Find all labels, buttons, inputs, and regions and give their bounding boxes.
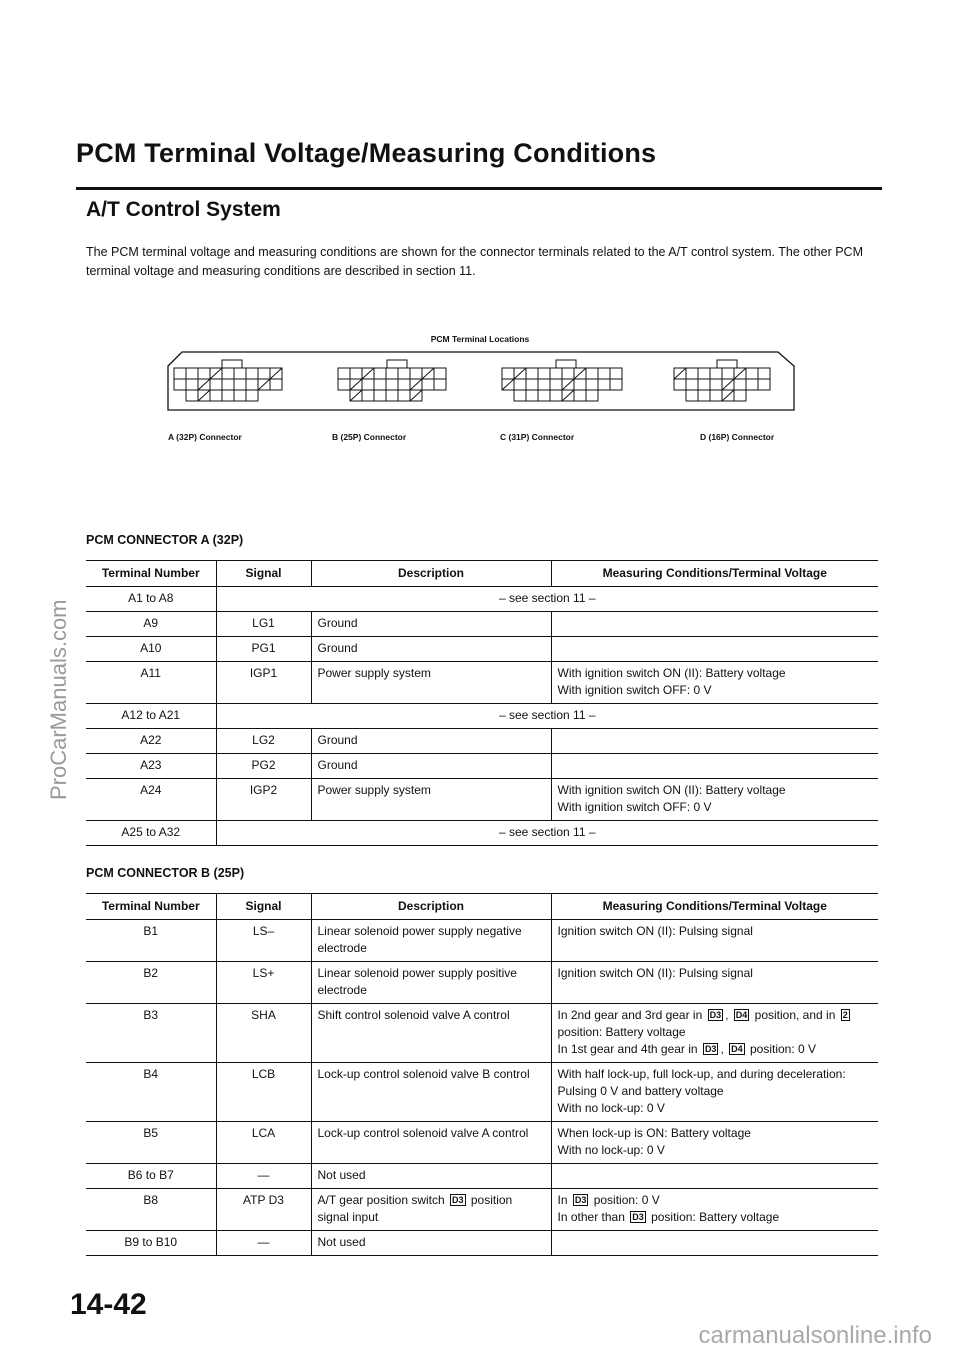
connector-pin bbox=[234, 379, 246, 390]
connector-pin bbox=[186, 379, 198, 390]
signal-cell: LCB bbox=[216, 1063, 311, 1122]
connector-pin bbox=[246, 379, 258, 390]
col-header-description: Description bbox=[311, 894, 551, 920]
page-number: 14-42 bbox=[70, 1288, 147, 1321]
connector-pin bbox=[434, 368, 446, 379]
signal-cell: IGP1 bbox=[216, 662, 311, 704]
signal-cell: ATP D3 bbox=[216, 1189, 311, 1231]
see-section-cell: – see section 11 – bbox=[216, 587, 878, 612]
connector-pin bbox=[598, 379, 610, 390]
connector-pin bbox=[526, 379, 538, 390]
connector-pin bbox=[686, 379, 698, 390]
connector-pin bbox=[398, 379, 410, 390]
col-header-conditions: Measuring Conditions/Terminal Voltage bbox=[551, 894, 878, 920]
connector-pin bbox=[386, 368, 398, 379]
description-cell: Ground bbox=[311, 637, 551, 662]
connector-pin bbox=[222, 368, 234, 379]
gear-position-symbol: D3 bbox=[704, 1044, 717, 1054]
connector-pin bbox=[686, 390, 698, 401]
description-cell: Lock-up control solenoid valve B control bbox=[311, 1063, 551, 1122]
conditions-cell: In D3 position: 0 V In other than D3 position: Battery voltage bbox=[551, 1189, 878, 1231]
connector-label-b: B (25P) Connector bbox=[332, 432, 407, 442]
description-cell: Shift control solenoid valve A control bbox=[311, 1004, 551, 1063]
description-cell: Ground bbox=[311, 612, 551, 637]
conditions-cell: In 2nd gear and 3rd gear in D3 , D4 position, and in 2 position: Battery voltage In 1st gear and 4th gear in D3 , D4 position: 0 V bbox=[551, 1004, 878, 1063]
connector-pin bbox=[374, 379, 386, 390]
table-row bbox=[86, 1164, 878, 1189]
signal-cell: LCA bbox=[216, 1122, 311, 1164]
connector-pin bbox=[362, 390, 374, 401]
page-title: PCM Terminal Voltage/Measuring Conditions bbox=[76, 138, 657, 168]
table-row bbox=[86, 754, 878, 779]
conditions-cell bbox=[551, 729, 878, 754]
signal-cell: — bbox=[216, 1231, 311, 1256]
locations-title: PCM Terminal Locations bbox=[430, 334, 530, 344]
conditions-cell: Ignition switch ON (II): Pulsing signal bbox=[551, 962, 878, 1004]
signal-cell: LS+ bbox=[216, 962, 311, 1004]
connector-pin bbox=[222, 379, 234, 390]
connector-pin bbox=[674, 379, 686, 390]
signal-cell: — bbox=[216, 1164, 311, 1189]
signal-cell: LG2 bbox=[216, 729, 311, 754]
connector-a-table bbox=[86, 560, 878, 846]
description-cell: A/T gear position switch D3 position signal input bbox=[311, 1189, 551, 1231]
side-watermark: ProCarManuals.com bbox=[46, 599, 71, 800]
gear-position-symbol: 2 bbox=[842, 1010, 848, 1020]
connector-pin bbox=[338, 379, 350, 390]
table-row bbox=[86, 729, 878, 754]
connector-pin bbox=[734, 379, 746, 390]
table-row bbox=[86, 779, 878, 821]
connector-b-table bbox=[86, 893, 878, 1256]
signal-cell: LS– bbox=[216, 920, 311, 962]
description-cell: Power supply system bbox=[311, 662, 551, 704]
terminal-cell: A12 to A21 bbox=[86, 704, 216, 729]
terminal-cell: A23 bbox=[86, 754, 216, 779]
connector-pin bbox=[270, 379, 282, 390]
terminal-cell: B3 bbox=[86, 1004, 216, 1063]
connector-pin bbox=[338, 368, 350, 379]
connector-lock-tab bbox=[222, 360, 242, 368]
description-cell: Linear solenoid power supply negative electrode bbox=[311, 920, 551, 962]
conditions-cell: With ignition switch ON (II): Battery voltage With ignition switch OFF: 0 V bbox=[551, 662, 878, 704]
connector-pin bbox=[710, 379, 722, 390]
see-section-cell: – see section 11 – bbox=[216, 704, 878, 729]
connector-pin bbox=[174, 368, 186, 379]
connector-lock-tab bbox=[556, 360, 576, 368]
connector-pin bbox=[398, 368, 410, 379]
connector-pin bbox=[234, 390, 246, 401]
conditions-cell bbox=[551, 754, 878, 779]
connector-pin bbox=[502, 368, 514, 379]
table-row bbox=[86, 612, 878, 637]
col-header-terminal: Terminal Number bbox=[86, 894, 216, 920]
connector-pin bbox=[586, 390, 598, 401]
col-header-terminal: Terminal Number bbox=[86, 561, 216, 587]
connector-pin bbox=[210, 390, 222, 401]
connector-pin bbox=[362, 379, 374, 390]
connector-pin bbox=[234, 368, 246, 379]
connector-pin bbox=[526, 390, 538, 401]
conditions-cell: Ignition switch ON (II): Pulsing signal bbox=[551, 920, 878, 962]
connector-pin bbox=[526, 368, 538, 379]
connector-pin bbox=[550, 379, 562, 390]
signal-cell: SHA bbox=[216, 1004, 311, 1063]
connector-pin bbox=[710, 368, 722, 379]
conditions-cell bbox=[551, 612, 878, 637]
terminal-cell: B8 bbox=[86, 1189, 216, 1231]
terminal-cell: B1 bbox=[86, 920, 216, 962]
terminal-cell: B4 bbox=[86, 1063, 216, 1122]
connector-pin bbox=[758, 379, 770, 390]
connector-pin bbox=[374, 390, 386, 401]
signal-cell: PG2 bbox=[216, 754, 311, 779]
connector-pin bbox=[710, 390, 722, 401]
terminal-cell: A11 bbox=[86, 662, 216, 704]
conditions-cell: With half lock-up, full lock-up, and during deceleration: Pulsing 0 V and battery voltage With no lock-up: 0 V bbox=[551, 1063, 878, 1122]
gear-position-symbol: D3 bbox=[574, 1195, 587, 1205]
connector-b-heading: PCM CONNECTOR B (25P) bbox=[86, 866, 245, 880]
table-row bbox=[86, 1189, 878, 1231]
connector-label-a: A (32P) Connector bbox=[168, 432, 242, 442]
connector-pin bbox=[514, 390, 526, 401]
gear-position-symbol: D3 bbox=[709, 1010, 722, 1020]
table-row bbox=[86, 637, 878, 662]
description-cell: Linear solenoid power supply positive electrode bbox=[311, 962, 551, 1004]
terminal-cell: A1 to A8 bbox=[86, 587, 216, 612]
see-section-cell: – see section 11 – bbox=[216, 821, 878, 846]
connector-pin bbox=[746, 368, 758, 379]
connector-pin bbox=[258, 368, 270, 379]
signal-cell: IGP2 bbox=[216, 779, 311, 821]
connector-pin bbox=[686, 368, 698, 379]
connector-pin bbox=[746, 379, 758, 390]
description-cell: Power supply system bbox=[311, 779, 551, 821]
col-header-description: Description bbox=[311, 561, 551, 587]
table-row bbox=[86, 1004, 878, 1063]
connector-pin bbox=[198, 368, 210, 379]
connector-pin bbox=[186, 390, 198, 401]
terminal-cell: B9 to B10 bbox=[86, 1231, 216, 1256]
conditions-cell bbox=[551, 1164, 878, 1189]
col-header-signal: Signal bbox=[216, 561, 311, 587]
description-cell: Not used bbox=[311, 1231, 551, 1256]
connector-pin bbox=[222, 390, 234, 401]
connector-pin bbox=[350, 368, 362, 379]
connector-pin bbox=[246, 390, 258, 401]
connector-pin bbox=[550, 390, 562, 401]
connector-pin bbox=[586, 368, 598, 379]
title-rule bbox=[76, 187, 882, 190]
connector-diagram bbox=[160, 350, 800, 430]
intro-paragraph: The PCM terminal voltage and measuring conditions are shown for the connector terminals related to the A/T control system. The other PCM terminal voltage and measuring conditions are described in section 11. bbox=[86, 245, 863, 278]
table-row bbox=[86, 821, 878, 846]
col-header-conditions: Measuring Conditions/Terminal Voltage bbox=[551, 561, 878, 587]
connector-pin bbox=[598, 368, 610, 379]
table-row bbox=[86, 662, 878, 704]
connector-pin bbox=[210, 379, 222, 390]
table-row bbox=[86, 962, 878, 1004]
connector-pin bbox=[386, 390, 398, 401]
connector-pin bbox=[734, 390, 746, 401]
connector-pin bbox=[574, 390, 586, 401]
connector-pin bbox=[550, 368, 562, 379]
terminal-cell: A22 bbox=[86, 729, 216, 754]
terminal-cell: B6 to B7 bbox=[86, 1164, 216, 1189]
terminal-cell: A10 bbox=[86, 637, 216, 662]
gear-position-symbol: D4 bbox=[735, 1010, 748, 1020]
connector-pin bbox=[722, 368, 734, 379]
connector-label-c: C (31P) Connector bbox=[500, 432, 575, 442]
table-row bbox=[86, 1063, 878, 1122]
connector-pin bbox=[422, 379, 434, 390]
connector-lock-tab bbox=[717, 360, 737, 368]
connector-pin bbox=[586, 379, 598, 390]
connector-pin bbox=[698, 390, 710, 401]
conditions-cell: When lock-up is ON: Battery voltage With no lock-up: 0 V bbox=[551, 1122, 878, 1164]
connector-pin bbox=[574, 379, 586, 390]
table-row bbox=[86, 920, 878, 962]
terminal-cell: B2 bbox=[86, 962, 216, 1004]
connector-pin bbox=[398, 390, 410, 401]
connector-pin bbox=[434, 379, 446, 390]
conditions-cell bbox=[551, 637, 878, 662]
description-cell: Ground bbox=[311, 729, 551, 754]
description-cell: Not used bbox=[311, 1164, 551, 1189]
connector-pin bbox=[698, 379, 710, 390]
description-cell: Lock-up control solenoid valve A control bbox=[311, 1122, 551, 1164]
connector-pin bbox=[538, 368, 550, 379]
table-row bbox=[86, 704, 878, 729]
connector-lock-tab bbox=[387, 360, 407, 368]
terminal-cell: A9 bbox=[86, 612, 216, 637]
gear-position-symbol: D3 bbox=[632, 1212, 644, 1222]
signal-cell: LG1 bbox=[216, 612, 311, 637]
connector-label-d: D (16P) Connector bbox=[700, 432, 775, 442]
connector-pin bbox=[758, 368, 770, 379]
connector-pin bbox=[374, 368, 386, 379]
connector-pin bbox=[610, 379, 622, 390]
connector-pin bbox=[174, 379, 186, 390]
connector-pin bbox=[186, 368, 198, 379]
table-row bbox=[86, 1122, 878, 1164]
terminal-cell: A24 bbox=[86, 779, 216, 821]
connector-pin bbox=[538, 379, 550, 390]
connector-pin bbox=[698, 368, 710, 379]
connector-pin bbox=[610, 368, 622, 379]
connector-pin bbox=[246, 368, 258, 379]
signal-cell: PG1 bbox=[216, 637, 311, 662]
section-subtitle: A/T Control System bbox=[86, 198, 281, 221]
terminal-cell: B5 bbox=[86, 1122, 216, 1164]
connector-pin bbox=[386, 379, 398, 390]
description-cell: Ground bbox=[311, 754, 551, 779]
gear-position-symbol: D4 bbox=[731, 1044, 743, 1054]
connector-pin bbox=[562, 368, 574, 379]
terminal-cell: A25 to A32 bbox=[86, 821, 216, 846]
col-header-signal: Signal bbox=[216, 894, 311, 920]
table-row bbox=[86, 1231, 878, 1256]
connector-pin bbox=[514, 379, 526, 390]
bottom-watermark: carmanualsonline.info bbox=[698, 1322, 932, 1349]
connector-pin bbox=[538, 390, 550, 401]
connector-a-heading: PCM CONNECTOR A (32P) bbox=[86, 533, 244, 547]
conditions-cell bbox=[551, 1231, 878, 1256]
table-row bbox=[86, 587, 878, 612]
connector-pin bbox=[410, 368, 422, 379]
conditions-cell: With ignition switch ON (II): Battery voltage With ignition switch OFF: 0 V bbox=[551, 779, 878, 821]
gear-position-symbol: D3 bbox=[452, 1195, 464, 1205]
